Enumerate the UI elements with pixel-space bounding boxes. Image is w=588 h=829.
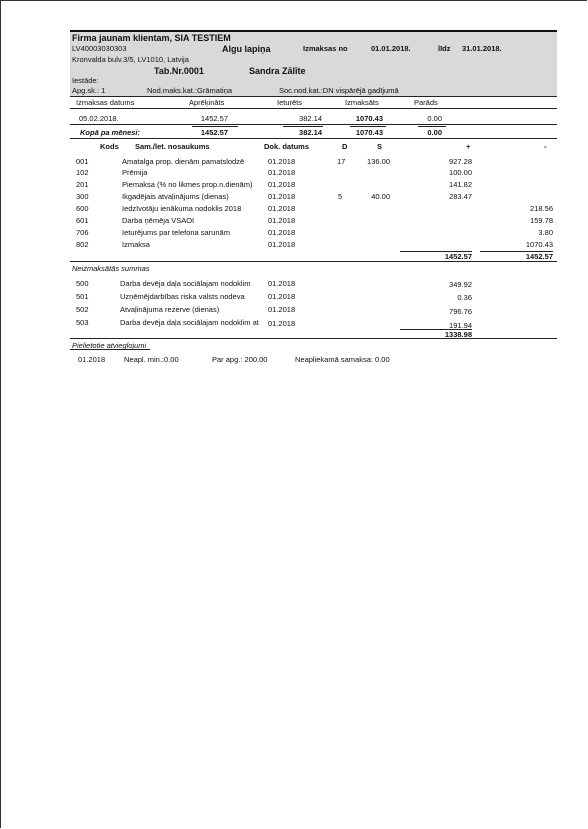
items-header-d: D xyxy=(342,142,348,151)
nod-maks-kat: Nod.maks.kat.:Grāmatiņa xyxy=(147,86,233,95)
month-total-rule xyxy=(70,138,557,139)
unpaid-name: Darba devēja daļa sociālajam nodoklim at xyxy=(120,318,259,327)
item-plus: 141.82 xyxy=(449,180,472,189)
item-name: Amatalga prop. dienām pamatslodzē xyxy=(122,157,245,166)
unpaid-value: 796.76 xyxy=(449,307,472,316)
item-date: 01.2018 xyxy=(268,157,296,166)
item-name: Iedzīvotāju ienākuma nodoklis 2018 xyxy=(122,204,242,213)
items-header-name: Sam./let. nosaukums xyxy=(135,142,210,151)
summary-top-rule xyxy=(70,96,557,97)
item-code: 102 xyxy=(76,168,89,177)
item-plus: 283.47 xyxy=(449,192,472,201)
item-code: 706 xyxy=(76,228,89,237)
tab-number: Tab.Nr.0001 xyxy=(154,66,204,76)
items-header-minus: - xyxy=(544,142,547,151)
summary-row-debt: 0.00 xyxy=(427,114,442,123)
unpaid-code: 501 xyxy=(76,292,89,301)
item-date: 01.2018 xyxy=(268,240,296,249)
relief-par-apg: Par apg.: 200.00 xyxy=(212,355,268,364)
summary-row-rule xyxy=(70,124,557,125)
soc-nod-kat: Soc.nod.kat.:DN vispārējā gadījumā xyxy=(279,86,399,95)
employee-name: Sandra Zālīte xyxy=(249,66,306,76)
items-bottom-rule xyxy=(70,261,557,262)
unpaid-code: 502 xyxy=(76,305,89,314)
summary-header-date: Izmaksas datums xyxy=(76,98,135,107)
unpaid-name: Uzņēmējdarbības riska valsts nodeva xyxy=(120,292,245,301)
period-from: 01.01.2018. xyxy=(371,44,411,53)
unpaid-value: 191.94 xyxy=(449,321,472,330)
item-date: 01.2018 xyxy=(268,216,296,225)
unpaid-code: 503 xyxy=(76,318,89,327)
item-date: 01.2018 xyxy=(268,192,296,201)
item-name: Prēmija xyxy=(122,168,148,177)
items-header-s: S xyxy=(377,142,383,151)
item-code: 600 xyxy=(76,204,89,213)
items-total-plus: 1452.57 xyxy=(444,252,472,261)
item-d: 5 xyxy=(338,192,343,201)
summary-header-paid: Izmaksāts xyxy=(345,98,379,107)
item-plus: 100.00 xyxy=(449,168,472,177)
summary-header-debt: Parāds xyxy=(414,98,438,107)
unpaid-date: 01.2018 xyxy=(268,279,296,288)
total-rule-1 xyxy=(192,126,238,127)
period-to: 31.01.2018. xyxy=(462,44,502,53)
company-address: Kronvalda bulv.3/5, LV1010, Latvija xyxy=(72,55,189,64)
period-from-label: Izmaksas no xyxy=(303,44,348,53)
month-total-calculated: 1452.57 xyxy=(200,128,228,137)
unpaid-date: 01.2018 xyxy=(268,292,296,301)
item-s: 40.00 xyxy=(371,192,390,201)
relief-period: 01.2018 xyxy=(78,355,106,364)
items-total-minus: 1452.57 xyxy=(525,252,553,261)
month-total-paid: 1070.43 xyxy=(355,128,383,137)
relief-neapl-min: Neapl. min.:0.00 xyxy=(124,355,179,364)
unpaid-bottom-rule xyxy=(70,338,557,339)
relief-neapliekama: Neapliekamā samaksa: 0.00 xyxy=(295,355,390,364)
item-code: 201 xyxy=(76,180,89,189)
unpaid-value: 0.36 xyxy=(457,293,472,302)
item-name: Darba ņēmēja VSAOI xyxy=(122,216,195,225)
unpaid-total: 1338.98 xyxy=(444,330,472,339)
item-code: 601 xyxy=(76,216,89,225)
item-minus: 1070.43 xyxy=(525,240,553,249)
item-minus: 159.78 xyxy=(530,216,553,225)
unpaid-name: Darba devēja daļa sociālajam nodoklim xyxy=(120,279,251,288)
unpaid-name: Atvaļinājuma rezerve (dienas) xyxy=(120,305,220,314)
summary-row-date: 05.02.2018. xyxy=(79,114,119,123)
total-rule-2 xyxy=(283,126,323,127)
item-s: 136.00 xyxy=(367,157,390,166)
doc-title: Algu lapiņa xyxy=(222,44,271,54)
apg-sk: Apg.sk.: 1 xyxy=(72,86,106,95)
items-header-plus: + xyxy=(466,142,471,151)
company-name: Firma jaunam klientam, SIA TESTIEM xyxy=(72,33,231,43)
total-rule-3 xyxy=(350,126,386,127)
item-plus: 927.28 xyxy=(449,157,472,166)
unpaid-code: 500 xyxy=(76,279,89,288)
month-total-debt: 0.00 xyxy=(427,128,442,137)
items-header-code: Kods xyxy=(100,142,119,151)
item-minus: 218.56 xyxy=(530,204,553,213)
summary-row-paid: 1070.43 xyxy=(355,114,383,123)
item-d: 17 xyxy=(337,157,346,166)
item-date: 01.2018 xyxy=(268,204,296,213)
summary-header-rule xyxy=(70,108,557,109)
item-code: 802 xyxy=(76,240,89,249)
summary-header-withheld: Ieturēts xyxy=(277,98,303,107)
iestade-label: Iestāde: xyxy=(72,76,99,85)
unpaid-date: 01.2018 xyxy=(268,305,296,314)
month-total-label: Kopā pa mēnesi: xyxy=(80,128,141,137)
item-name: Piemaksa (% no likmes prop.n.dienām) xyxy=(122,180,253,189)
summary-row-withheld: 382.14 xyxy=(299,114,322,123)
period-to-label: līdz xyxy=(438,44,451,53)
summary-row-calculated: 1452.57 xyxy=(200,114,228,123)
item-date: 01.2018 xyxy=(268,228,296,237)
item-name: Ikgadējais atvaļinājums (dienas) xyxy=(122,192,229,201)
summary-header-calculated: Aprēķināts xyxy=(189,98,225,107)
item-code: 001 xyxy=(76,157,89,166)
item-minus: 3.80 xyxy=(538,228,553,237)
relief-title-rule xyxy=(70,349,150,350)
unpaid-section-title: Neizmaksātās summas xyxy=(72,264,150,273)
items-header-date: Dok. datums xyxy=(264,142,310,151)
item-code: 300 xyxy=(76,192,89,201)
total-rule-4 xyxy=(418,126,446,127)
company-reg-no: LV40003030303 xyxy=(72,44,127,53)
item-date: 01.2018 xyxy=(268,168,296,177)
item-name: Izmaksa xyxy=(122,240,150,249)
unpaid-date: 01.2018 xyxy=(268,319,296,328)
month-total-withheld: 382.14 xyxy=(299,128,322,137)
item-name: Ieturējums par telefona sarunām xyxy=(122,228,230,237)
relief-section-title: Pielietotie atvieglojumi xyxy=(72,341,147,350)
unpaid-value: 349.92 xyxy=(449,280,472,289)
item-date: 01.2018 xyxy=(268,180,296,189)
